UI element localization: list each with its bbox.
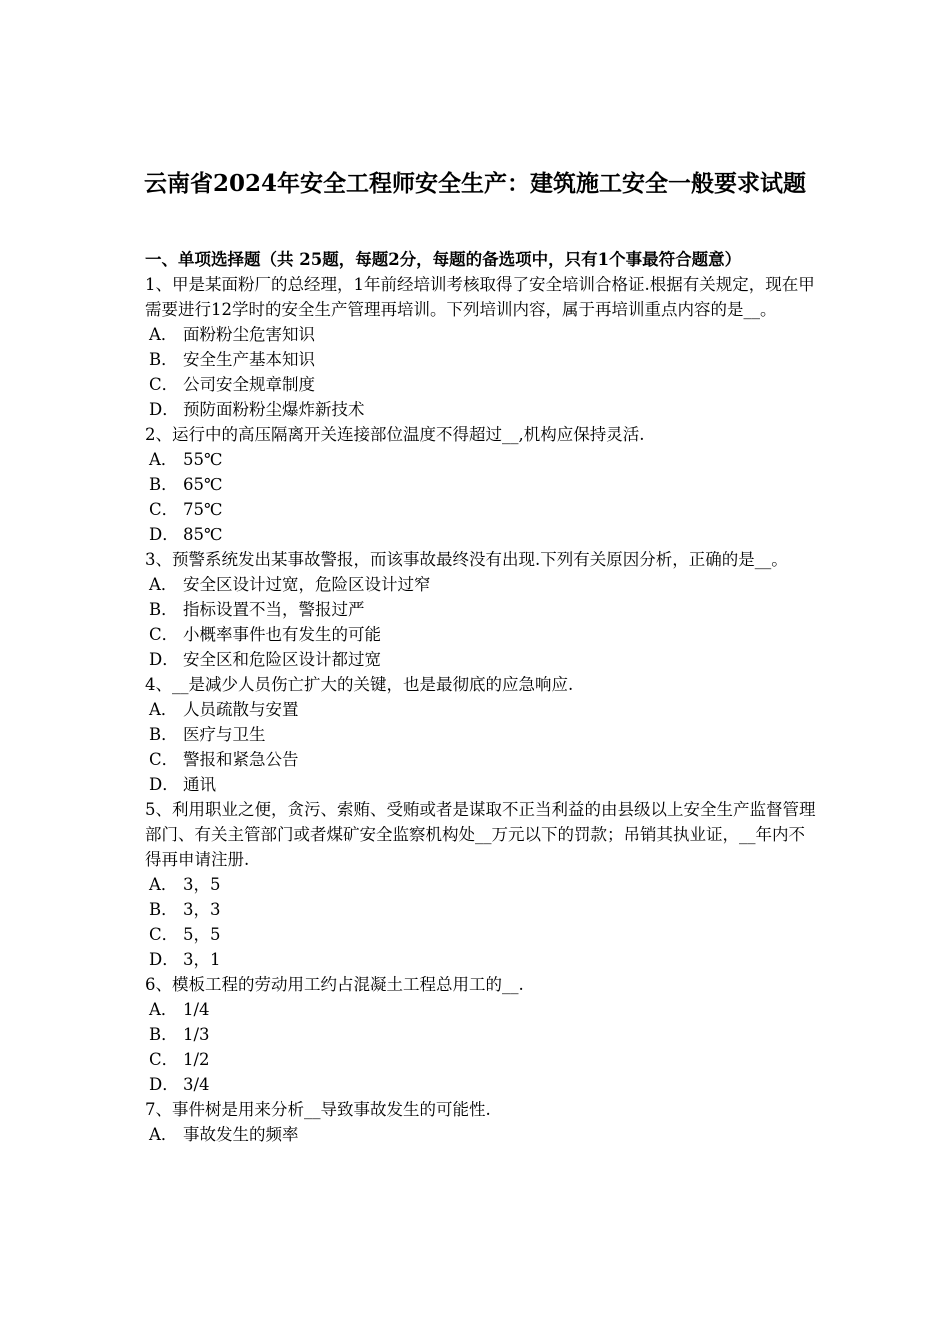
- option-letter: C．: [149, 500, 179, 519]
- answer-option: [145, 722, 817, 747]
- option-list: [145, 697, 817, 797]
- option-text: 面粉粉尘危害知识: [183, 325, 315, 344]
- option-list: [145, 322, 817, 422]
- answer-option: [145, 322, 817, 347]
- option-letter: B．: [149, 600, 178, 619]
- option-list: [145, 447, 817, 547]
- answer-option: [145, 1072, 817, 1097]
- answer-option: [145, 1122, 817, 1147]
- answer-option: [145, 372, 817, 397]
- option-text: 3，1: [183, 950, 221, 969]
- question-item: [145, 972, 817, 1097]
- option-text: 1/3: [183, 1025, 210, 1044]
- answer-option: [145, 397, 817, 422]
- option-letter: D．: [149, 950, 179, 969]
- option-text: 医疗与卫生: [183, 725, 266, 744]
- answer-option: [145, 522, 817, 547]
- option-letter: A．: [149, 575, 178, 594]
- answer-option: [145, 947, 817, 972]
- answer-option: [145, 1022, 817, 1047]
- question-text: 2、运行中的高压隔离开关连接部位温度不得超过__,机构应保持灵活.: [145, 425, 645, 444]
- option-letter: B．: [149, 900, 178, 919]
- option-list: [145, 872, 817, 972]
- option-text: 通讯: [183, 775, 216, 794]
- option-letter: C．: [149, 750, 179, 769]
- answer-option: [145, 572, 817, 597]
- answer-option: [145, 497, 817, 522]
- answer-option: [145, 747, 817, 772]
- question-item: [145, 1097, 817, 1147]
- option-text: 5，5: [183, 925, 221, 944]
- answer-option: [145, 922, 817, 947]
- answer-option: [145, 647, 817, 672]
- option-letter: B．: [149, 475, 178, 494]
- option-text: 3，3: [183, 900, 221, 919]
- question-text: 4、__是减少人员伤亡扩大的关键，也是最彻底的应急响应.: [145, 675, 574, 694]
- option-letter: A．: [149, 450, 178, 469]
- option-list: [145, 572, 817, 672]
- question-text: 3、预警系统发出某事故警报，而该事故最终没有出现.下列有关原因分析，正确的是__。: [145, 550, 788, 569]
- option-list: [145, 1122, 817, 1147]
- option-letter: A．: [149, 875, 178, 894]
- option-letter: A．: [149, 325, 178, 344]
- option-text: 1/2: [183, 1050, 210, 1069]
- answer-option: [145, 347, 817, 372]
- answer-option: [145, 697, 817, 722]
- answer-option: [145, 772, 817, 797]
- question-item: [145, 422, 817, 547]
- option-letter: C．: [149, 1050, 179, 1069]
- option-text: 小概率事件也有发生的可能: [183, 625, 381, 644]
- option-text: 65℃: [183, 475, 223, 494]
- option-letter: C．: [149, 925, 179, 944]
- question-text: 7、事件树是用来分析__导致事故发生的可能性.: [145, 1100, 491, 1119]
- option-text: 安全生产基本知识: [183, 350, 315, 369]
- option-text: 安全区和危险区设计都过宽: [183, 650, 381, 669]
- question-text: 1、甲是某面粉厂的总经理，1年前经培训考核取得了安全培训合格证.根据有关规定，现在甲需要进行12学时的安全生产管理再培训。下列培训内容，属于再培训重点内容的是__。: [145, 275, 815, 319]
- option-text: 指标设置不当，警报过严: [183, 600, 365, 619]
- answer-option: [145, 897, 817, 922]
- option-letter: B．: [149, 350, 178, 369]
- option-text: 75℃: [183, 500, 223, 519]
- question-item: [145, 672, 817, 797]
- question-text: 5、利用职业之便，贪污、索贿、受贿或者是谋取不正当利益的由县级以上安全生产监督管理部门、有关主管部门或者煤矿安全监察机构处__万元以下的罚款；吊销其执业证，__年内不得再申请注册.: [145, 800, 816, 869]
- option-letter: D．: [149, 650, 179, 669]
- question-item: [145, 547, 817, 672]
- answer-option: [145, 997, 817, 1022]
- answer-option: [145, 1047, 817, 1072]
- option-text: 1/4: [183, 1000, 210, 1019]
- option-list: [145, 997, 817, 1097]
- option-letter: D．: [149, 525, 179, 544]
- option-text: 人员疏散与安置: [183, 700, 299, 719]
- option-text: 安全区设计过宽，危险区设计过窄: [183, 575, 431, 594]
- option-text: 警报和紧急公告: [183, 750, 299, 769]
- document-title: 云南省2024年安全工程师安全生产：建筑施工安全一般要求试题: [143, 170, 806, 198]
- option-text: 事故发生的频率: [183, 1125, 299, 1144]
- option-text: 55℃: [183, 450, 223, 469]
- question-text: 6、模板工程的劳动用工约占混凝土工程总用工的__.: [145, 975, 524, 994]
- answer-option: [145, 622, 817, 647]
- section-heading: 一、单项选择题（共 25题，每题2分，每题的备选项中，只有1个事最符合题意）: [145, 250, 742, 269]
- option-text: 预防面粉粉尘爆炸新技术: [183, 400, 365, 419]
- answer-option: [145, 872, 817, 897]
- option-letter: A．: [149, 1000, 178, 1019]
- option-text: 公司安全规章制度: [183, 375, 315, 394]
- option-letter: B．: [149, 725, 178, 744]
- answer-option: [145, 447, 817, 472]
- answer-option: [145, 597, 817, 622]
- option-letter: D．: [149, 400, 179, 419]
- question-list: [145, 272, 817, 1147]
- question-item: [145, 272, 817, 422]
- option-text: 3/4: [183, 1075, 210, 1094]
- question-item: [145, 797, 817, 972]
- option-text: 3，5: [183, 875, 221, 894]
- option-text: 85℃: [183, 525, 223, 544]
- option-letter: C．: [149, 375, 179, 394]
- answer-option: [145, 472, 817, 497]
- option-letter: A．: [149, 1125, 178, 1144]
- option-letter: D．: [149, 775, 179, 794]
- option-letter: A．: [149, 700, 178, 719]
- document-body: [145, 247, 817, 1147]
- option-letter: C．: [149, 625, 179, 644]
- option-letter: D．: [149, 1075, 179, 1094]
- option-letter: B．: [149, 1025, 178, 1044]
